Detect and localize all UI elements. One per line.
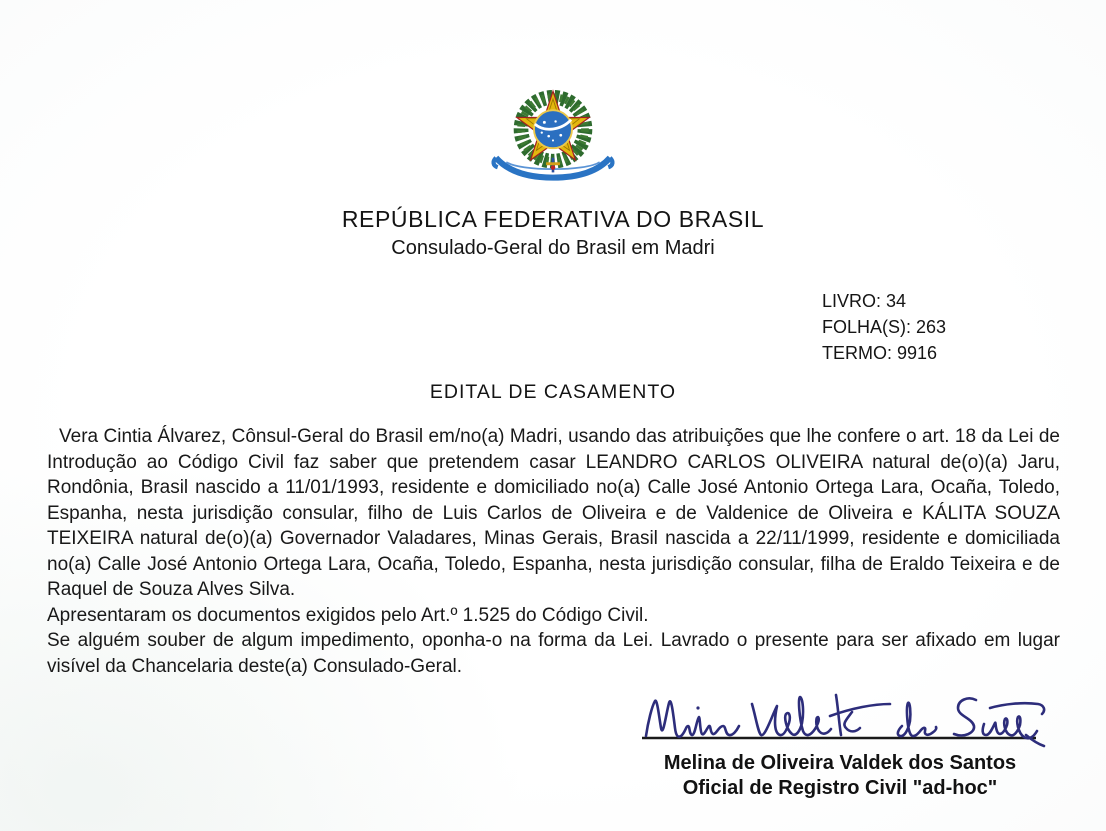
signatory-role: Oficial de Registro Civil "ad-hoc" bbox=[682, 777, 998, 799]
paragraph-impediment: Se alguém souber de algum impedimento, oponha-o na forma da Lei. Lavrado o presente para ser afixado em lugar visível da Chancelaria deste(a) Consulado-Geral. bbox=[47, 630, 1060, 677]
brazil-coat-of-arms-icon bbox=[478, 80, 628, 194]
paragraph-documents: Apresentaram os documentos exigidos pelo Art.º 1.525 do Código Civil. bbox=[47, 604, 649, 626]
consulate-subtitle: Consulado-Geral do Brasil em Madri bbox=[391, 237, 715, 259]
document-body bbox=[47, 424, 1060, 679]
record-livro: LIVRO: 34 bbox=[822, 291, 907, 311]
record-termo: TERMO: 9916 bbox=[822, 343, 938, 363]
record-folhas: FOLHA(S): 263 bbox=[822, 317, 947, 337]
signature-block bbox=[628, 690, 1052, 801]
paragraph-main: Vera Cintia Álvarez, Cônsul-Geral do Brasil em/no(a) Madri, usando das atribuições que lhe confere o art. 18 da Lei de Introdução ao Código Civil faz saber que pretendem casar LEANDRO CARLOS OLIVEIRA natural de(o)(a) Jaru, Rondônia, Brasil nascido a 11/01/1993, residente e domiciliado no(a) Calle José Antonio Ortega Lara, Ocaña, Toledo, Espanha, nesta jurisdição consular, filho de Luis Carlos de Oliveira e de Valdenice de Oliveira e KÁLITA SOUZA TEIXEIRA natural de(o)(a) Governador Valadares, Minas Gerais, Brasil nascida a 22/11/1999, residente e domiciliada no(a) Calle José Antonio Ortega Lara, Ocaña, Toledo, Espanha, nesta jurisdição consular, filha de Eraldo Teixeira e de Raquel de Souza Alves Silva. bbox=[47, 426, 1060, 600]
handwritten-signature bbox=[640, 690, 1040, 746]
record-info bbox=[822, 288, 1106, 366]
signatory-name: Melina de Oliveira Valdek dos Santos bbox=[663, 752, 1017, 774]
document-title: EDITAL DE CASAMENTO bbox=[429, 381, 677, 403]
republic-title: REPÚBLICA FEDERATIVA DO BRASIL bbox=[341, 206, 765, 232]
